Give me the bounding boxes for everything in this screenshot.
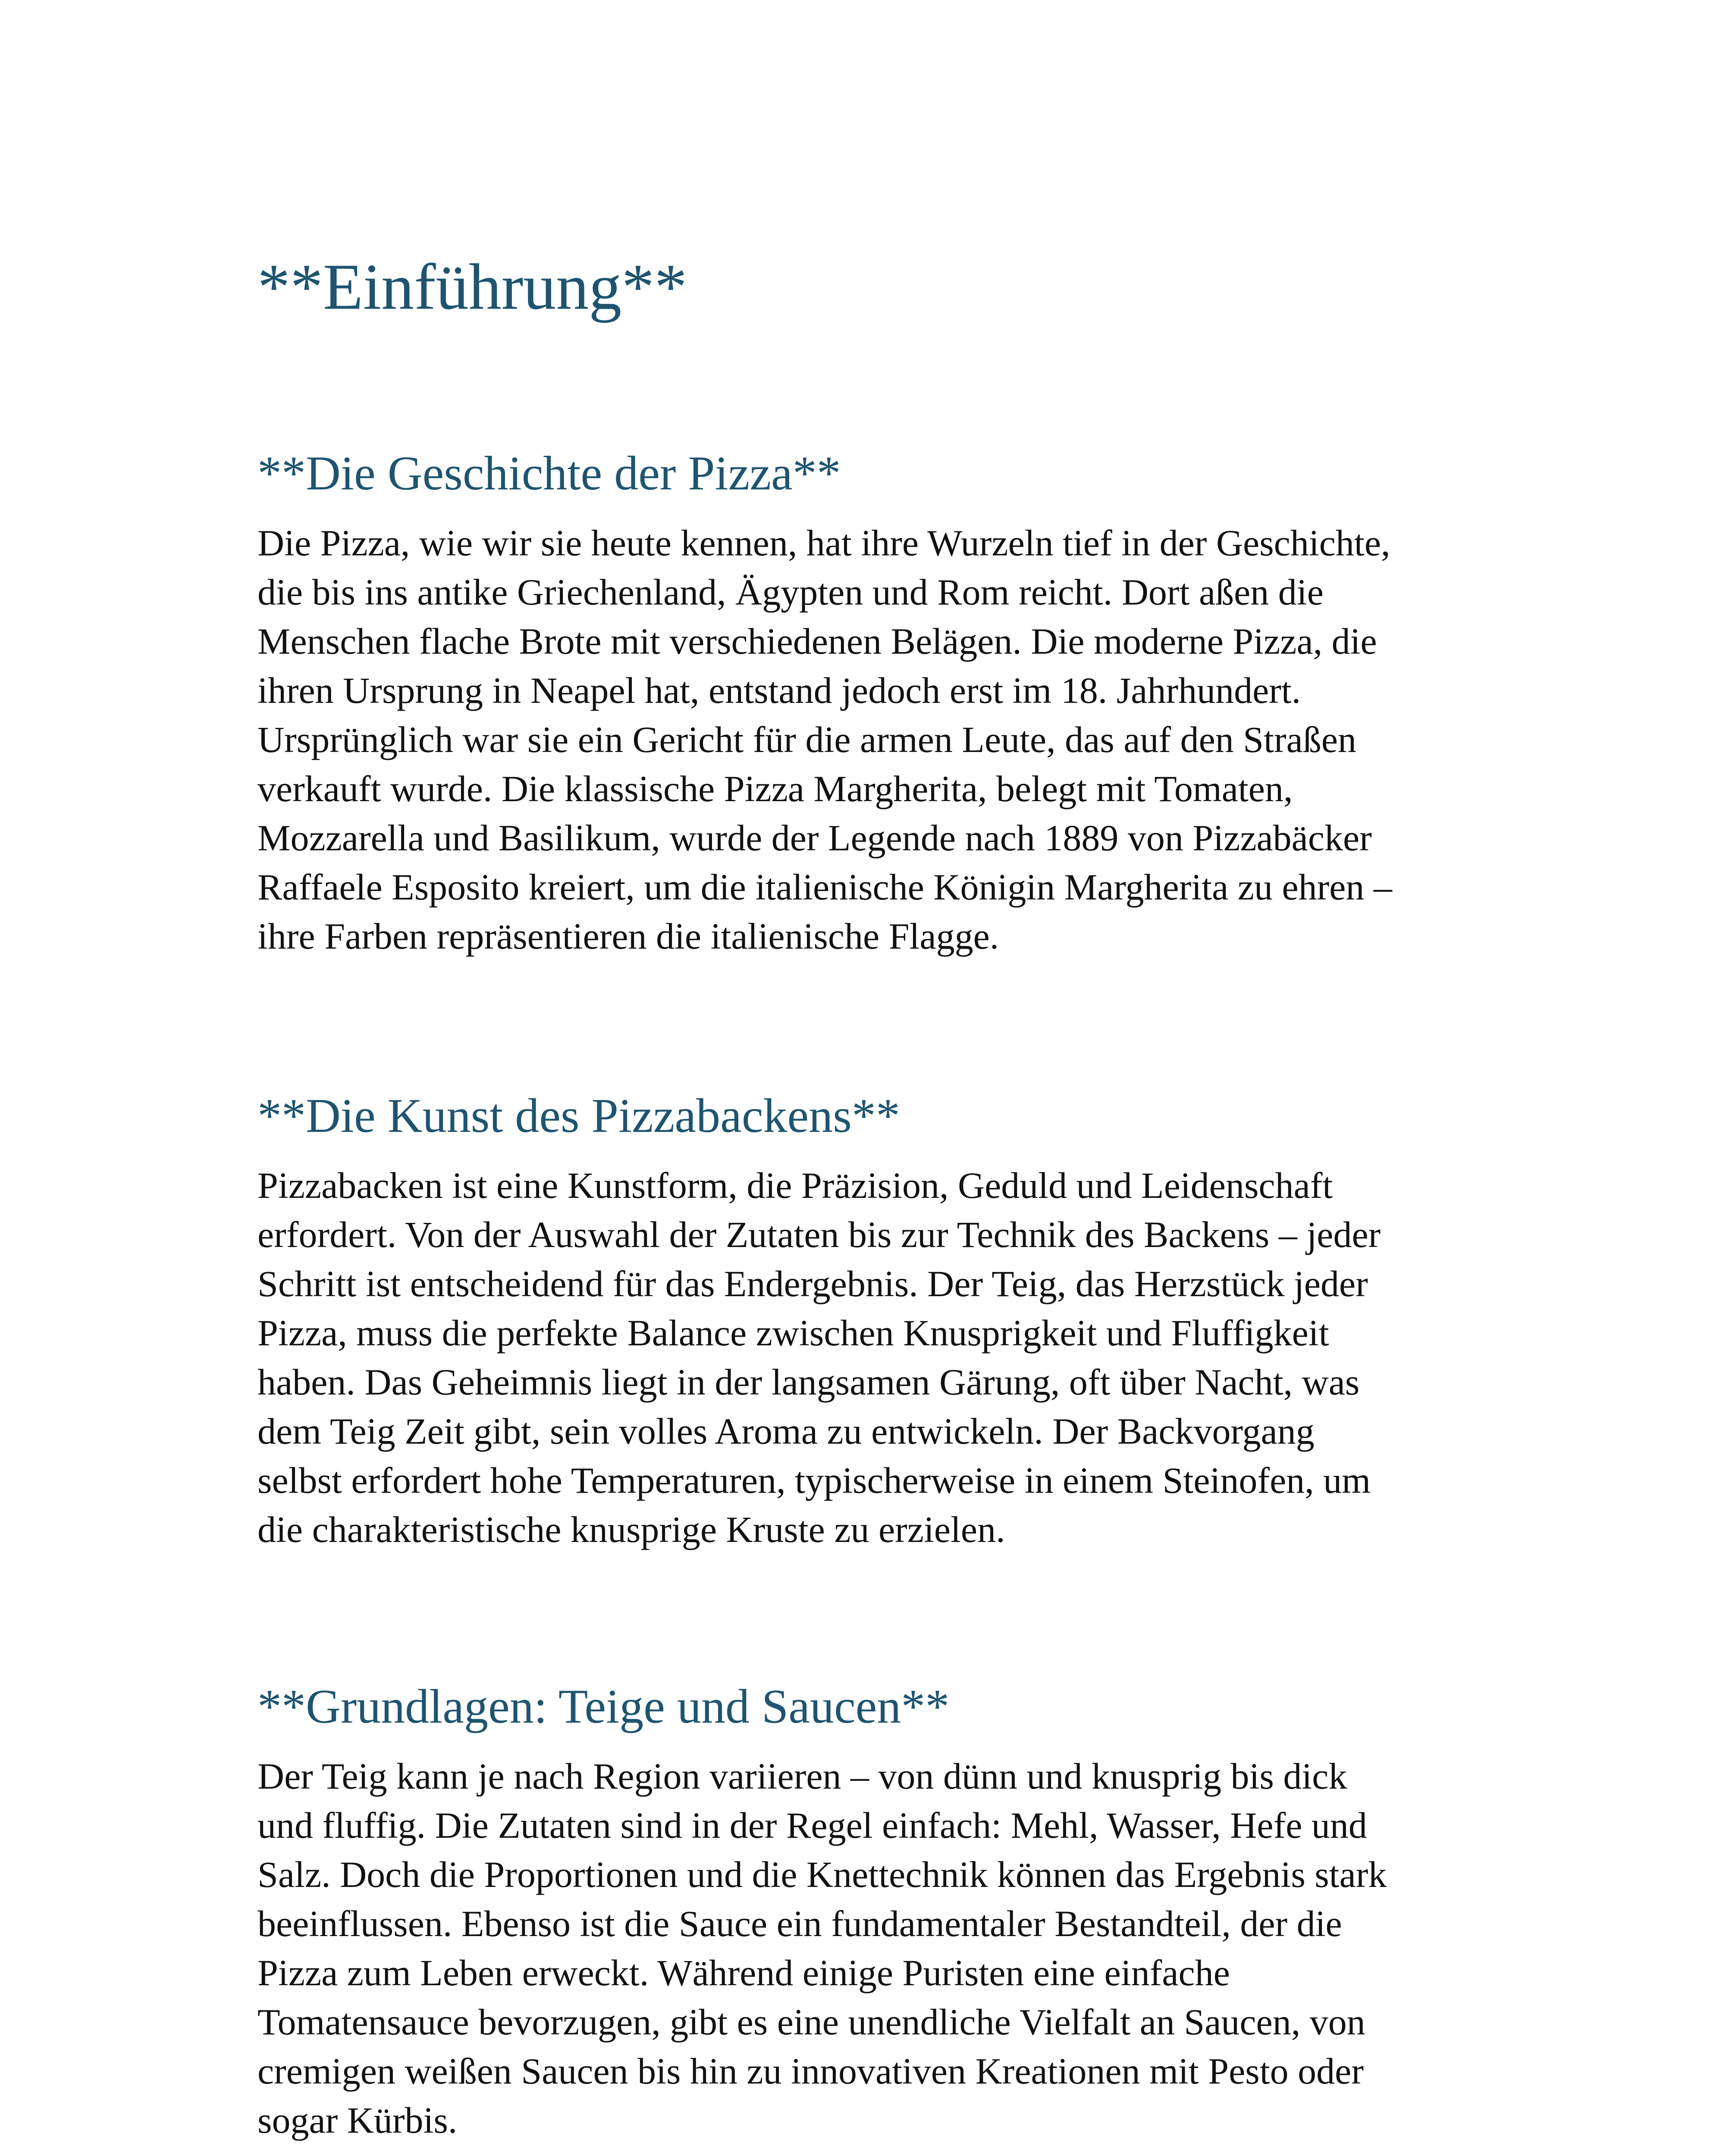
paragraph-line: Pizza zum Leben erweckt. Während einige Puristen eine einfache — [257, 1952, 1230, 1993]
paragraph-line: beeinflussen. Ebenso ist die Sauce ein fundamentaler Bestandteil, der die — [257, 1903, 1342, 1944]
paragraph-line: ihre Farben repräsentieren die italienische Flagge. — [257, 915, 999, 957]
paragraph-line: Ursprünglich war sie ein Gericht für die armen Leute, das auf den Straßen — [257, 719, 1357, 760]
paragraph-line: die bis ins antike Griechenland, Ägypten und Rom reicht. Dort aßen die — [257, 571, 1324, 613]
section-heading: **Grundlagen: Teige und Saucen** — [257, 1680, 950, 1733]
section-paragraph — [257, 1161, 1508, 1554]
section-art-of-baking — [257, 1087, 1508, 1554]
paragraph-line: ihren Ursprung in Neapel hat, entstand jedoch erst im 18. Jahrhundert. — [257, 670, 1301, 711]
section-heading: **Die Geschichte der Pizza** — [257, 447, 841, 500]
chapter-title: **Einführung** — [257, 251, 687, 323]
paragraph-line: sogar Kürbis. — [257, 2100, 458, 2141]
paragraph-line: Die Pizza, wie wir sie heute kennen, hat ihre Wurzeln tief in der Geschichte, — [257, 522, 1390, 564]
paragraph-line: Schritt ist entscheidend für das Endergebnis. Der Teig, das Herzstück jeder — [257, 1263, 1368, 1304]
paragraph-line: erfordert. Von der Auswahl der Zutaten bis zur Technik des Backens – jeder — [257, 1214, 1381, 1255]
paragraph-line: haben. Das Geheimnis liegt in der langsamen Gärung, oft über Nacht, was — [257, 1361, 1360, 1403]
section-paragraph — [257, 1752, 1508, 2145]
paragraph-line: die charakteristische knusprige Kruste zu erzielen. — [257, 1509, 1005, 1550]
section-doughs-and-sauces — [257, 1677, 1508, 2145]
paragraph-line: Der Teig kann je nach Region variieren – von dünn und knusprig bis dick — [257, 1755, 1347, 1797]
paragraph-line: verkauft wurde. Die klassische Pizza Margherita, belegt mit Tomaten, — [257, 768, 1293, 809]
paragraph-line: cremigen weißen Saucen bis hin zu innovativen Kreationen mit Pesto oder — [257, 2050, 1364, 2092]
paragraph-line: Raffaele Esposito kreiert, um die italienische Königin Margherita zu ehren – — [257, 866, 1392, 908]
paragraph-line: Mozzarella und Basilikum, wurde der Legende nach 1889 von Pizzabäcker — [257, 817, 1372, 859]
paragraph-line: selbst erfordert hohe Temperaturen, typischerweise in einem Steinofen, um — [257, 1460, 1371, 1501]
section-paragraph — [257, 518, 1508, 961]
section-heading: **Die Kunst des Pizzabackens** — [257, 1089, 900, 1143]
paragraph-line: Menschen flache Brote mit verschiedenen Belägen. Die moderne Pizza, die — [257, 620, 1377, 662]
paragraph-line: Pizzabacken ist eine Kunstform, die Präzision, Geduld und Leidenschaft — [257, 1165, 1333, 1206]
paragraph-line: Salz. Doch die Proportionen und die Knettechnik können das Ergebnis stark — [257, 1854, 1387, 1895]
paragraph-line: Tomatensauce bevorzugen, gibt es eine unendliche Vielfalt an Saucen, von — [257, 2001, 1365, 2043]
paragraph-line: und fluffig. Die Zutaten sind in der Regel einfach: Mehl, Wasser, Hefe und — [257, 1805, 1367, 1846]
paragraph-line: dem Teig Zeit gibt, sein volles Aroma zu entwickeln. Der Backvorgang — [257, 1410, 1315, 1452]
section-history — [257, 444, 1508, 961]
paragraph-line: Pizza, muss die perfekte Balance zwischen Knusprigkeit und Fluffigkeit — [257, 1312, 1329, 1354]
